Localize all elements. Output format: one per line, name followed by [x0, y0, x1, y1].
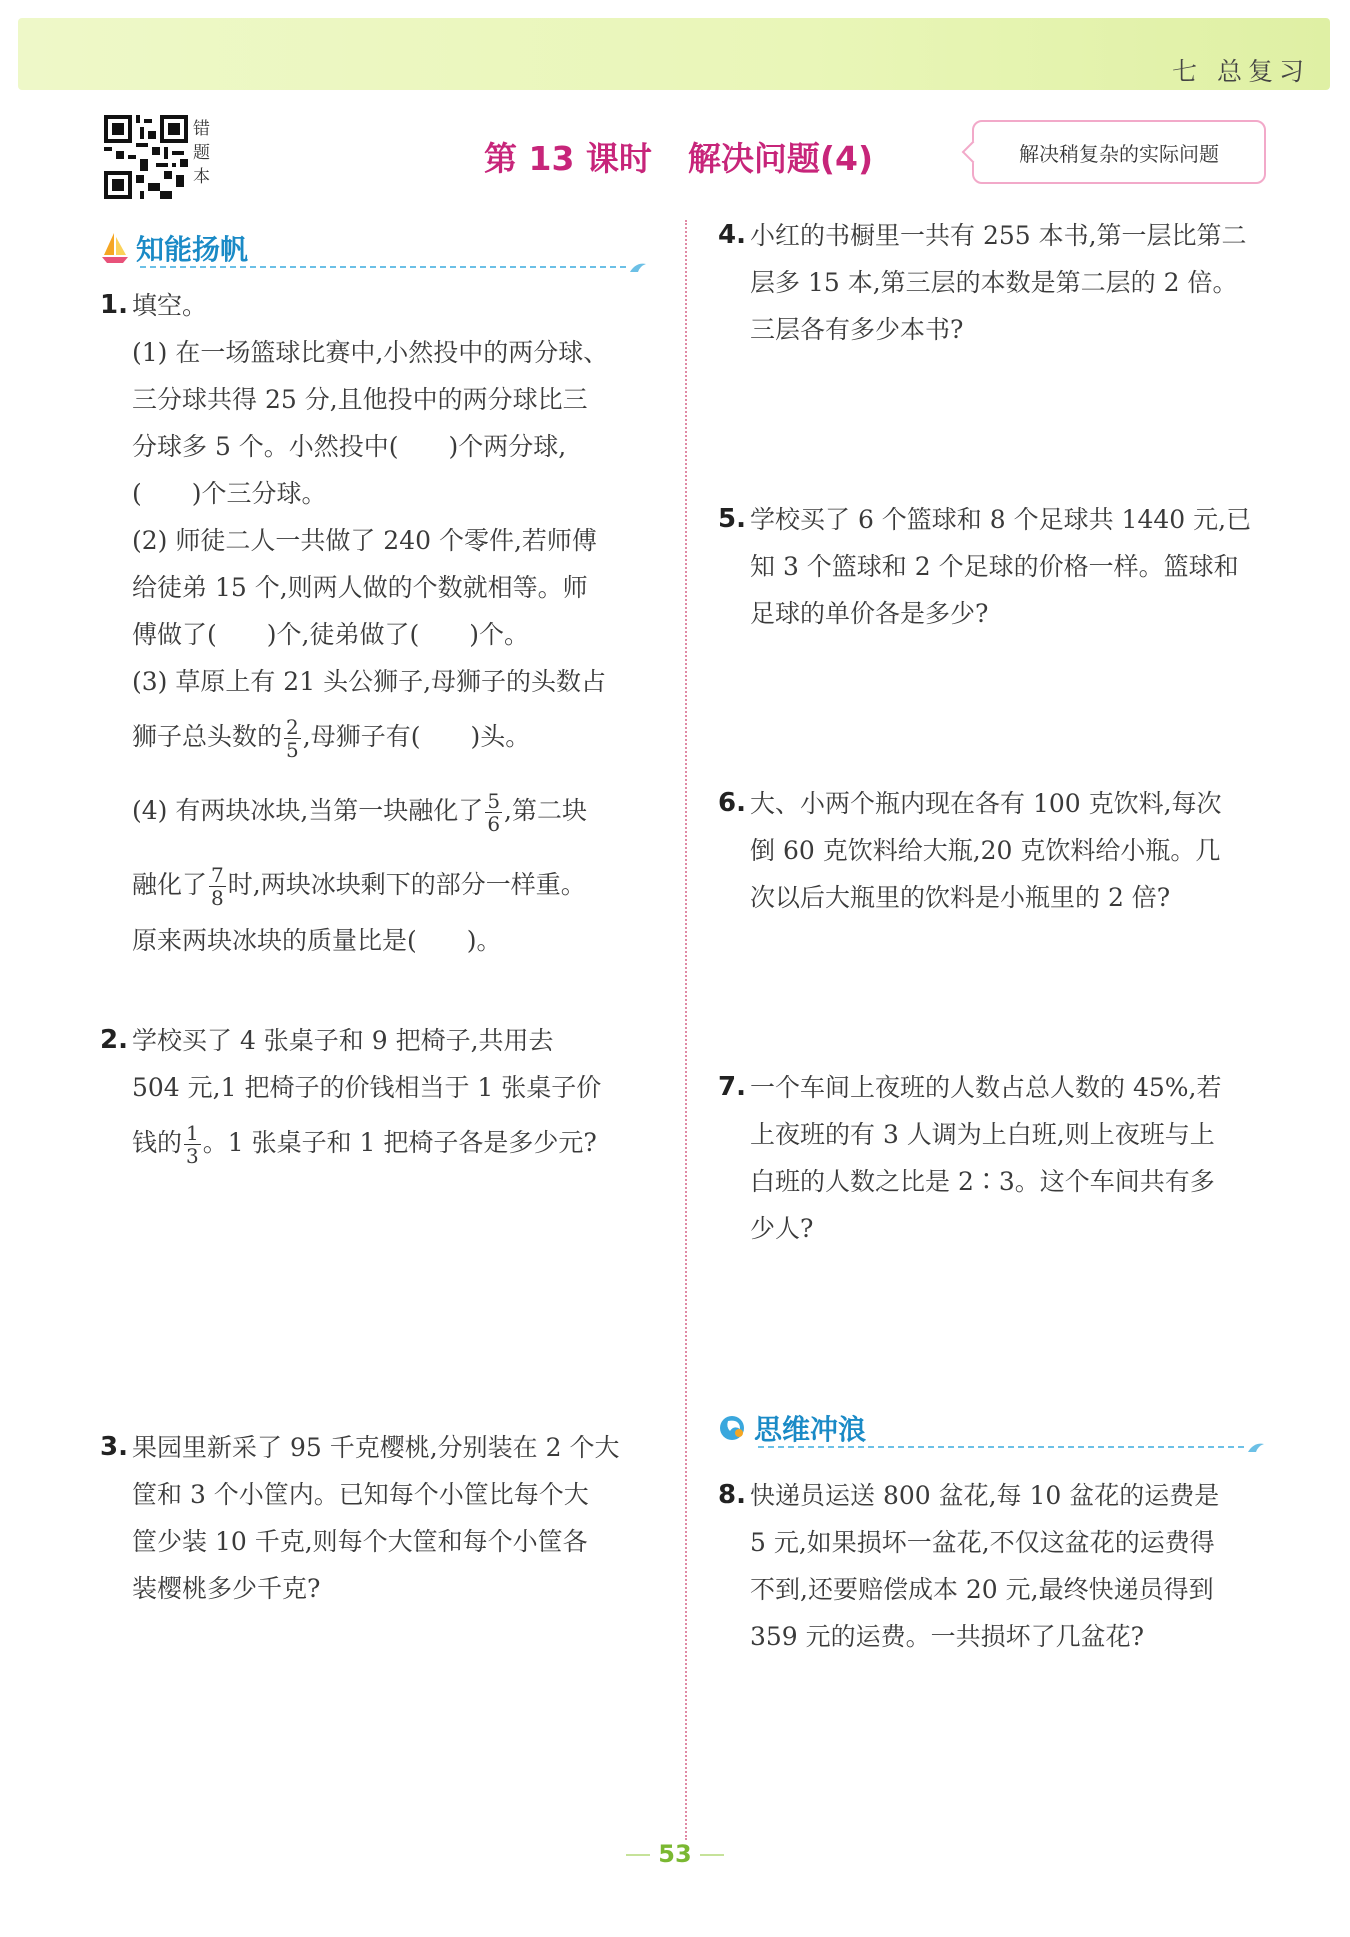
- question-2: [100, 1017, 601, 1175]
- fraction-numerator: 5: [487, 789, 501, 813]
- lesson-title: [484, 133, 873, 180]
- question-7-line: 少人?: [750, 1214, 814, 1243]
- sailboat-icon: [100, 231, 130, 265]
- question-6-number: 6.: [718, 788, 746, 818]
- section-zhineng: [100, 228, 648, 268]
- question-1-number: 1.: [100, 290, 128, 320]
- question-8-number: 8.: [718, 1480, 746, 1510]
- column-divider: [685, 220, 687, 1840]
- question-3: [100, 1424, 619, 1612]
- q1-part4-line: [132, 853, 608, 917]
- page-number-value: 53: [658, 1840, 692, 1868]
- question-8-line: 快递员运送 800 盆花,每 10 盆花的运费是: [750, 1481, 1220, 1510]
- q1-part3-line: (3) 草原上有 21 头公狮子,母狮子的头数占: [132, 667, 607, 696]
- section-siwei: [718, 1408, 1266, 1448]
- qr-label: 错题本: [193, 119, 210, 187]
- question-2-line: [132, 1111, 601, 1175]
- fraction: [184, 1122, 201, 1167]
- question-5-number: 5.: [718, 504, 746, 534]
- surf-wave-icon: [718, 1413, 748, 1443]
- q1-part4-text: (4) 有两块冰块,当第一块融化了: [132, 796, 484, 825]
- question-5-line: 知 3 个篮球和 2 个足球的价格一样。篮球和: [750, 552, 1239, 581]
- question-5: [718, 496, 1251, 637]
- fraction: [485, 790, 502, 835]
- wave-icon: [628, 260, 648, 274]
- q1-part2-line: 给徒弟 15 个,则两人做的个数就相等。师: [132, 573, 588, 602]
- question-2-text: 钱的: [132, 1128, 183, 1157]
- q1-part4-text: 时,两块冰块剩下的部分一样重。: [227, 870, 586, 899]
- question-3-line: 果园里新采了 95 千克樱桃,分别装在 2 个大: [132, 1433, 620, 1462]
- section-zhineng-title: 知能扬帆: [136, 233, 249, 266]
- question-6-line: 倒 60 克饮料给大瓶,20 克饮料给小瓶。几: [750, 836, 1221, 865]
- fraction-denominator: 8: [211, 886, 224, 910]
- question-6: [718, 780, 1222, 921]
- lesson-number: 第 13 课时: [484, 139, 652, 178]
- objective-tag: 解决稍复杂的实际问题: [972, 120, 1266, 184]
- q1-part4-line: 原来两块冰块的质量比是( )。: [132, 926, 502, 955]
- question-7-number: 7.: [718, 1072, 746, 1102]
- question-7-line: 一个车间上夜班的人数占总人数的 45%,若: [750, 1073, 1222, 1102]
- question-2-line: 504 元,1 把椅子的价钱相当于 1 张桌子价: [132, 1073, 602, 1102]
- chapter-label: 七 总复习: [1172, 57, 1310, 86]
- q1-part1-line: 三分球共得 25 分,且他投中的两分球比三: [132, 385, 588, 414]
- question-1-title: 填空。: [132, 291, 208, 320]
- section-siwei-title: 思维冲浪: [754, 1413, 867, 1446]
- question-5-line: 足球的单价各是多少?: [750, 599, 989, 628]
- header-band: [18, 18, 1330, 90]
- q1-part4-text: ,第二块: [504, 796, 587, 825]
- question-3-line: 筐少装 10 千克,则每个大筐和每个小筐各: [132, 1527, 588, 1556]
- question-4: [718, 212, 1247, 353]
- question-3-line: 筐和 3 个小筐内。已知每个小筐比每个大: [132, 1480, 589, 1509]
- q1-part3-text: 狮子总头数的: [132, 722, 283, 751]
- q1-part2-line: (2) 师徒二人一共做了 240 个零件,若师傅: [132, 526, 597, 555]
- q1-part2-line: 傅做了( )个,徒弟做了( )个。: [132, 620, 529, 649]
- question-4-line: 层多 15 本,第三层的本数是第二层的 2 倍。: [750, 268, 1238, 297]
- fraction-denominator: 3: [186, 1144, 199, 1168]
- q1-part1-line: ( )个三分球。: [132, 479, 327, 508]
- fraction-numerator: 2: [286, 715, 299, 739]
- question-1: [100, 282, 608, 964]
- question-3-line: 装樱桃多少千克?: [132, 1574, 321, 1603]
- fraction-denominator: 5: [286, 738, 299, 762]
- question-3-number: 3.: [100, 1432, 128, 1462]
- qr-code-icon[interactable]: [104, 115, 188, 199]
- question-2-number: 2.: [100, 1025, 128, 1055]
- q1-part1-line: 分球多 5 个。小然投中( )个两分球,: [132, 432, 567, 461]
- question-7-line: 白班的人数之比是 2∶3。这个车间共有多: [750, 1167, 1215, 1196]
- lesson-topic: 解决问题(4): [687, 139, 874, 178]
- question-8: [718, 1472, 1219, 1660]
- q1-part3-text: ,母狮子有( )头。: [302, 722, 531, 751]
- q1-part3-line: [132, 705, 608, 769]
- question-8-line: 不到,还要赔偿成本 20 元,最终快递员得到: [750, 1575, 1214, 1604]
- fraction: [209, 864, 226, 909]
- question-6-line: 大、小两个瓶内现在各有 100 克饮料,每次: [750, 789, 1222, 818]
- fraction-numerator: 7: [211, 863, 224, 887]
- question-8-line: 359 元的运费。一共损坏了几盆花?: [750, 1622, 1145, 1651]
- wave-icon: [1246, 1440, 1266, 1454]
- q1-part1-line: (1) 在一场篮球比赛中,小然投中的两分球、: [132, 338, 609, 367]
- question-7: [718, 1064, 1221, 1252]
- question-2-line: 学校买了 4 张桌子和 9 把椅子,共用去: [132, 1026, 554, 1055]
- question-7-line: 上夜班的有 3 人调为上白班,则上夜班与上: [750, 1120, 1215, 1149]
- question-6-line: 次以后大瓶里的饮料是小瓶里的 2 倍?: [750, 883, 1171, 912]
- fraction-denominator: 6: [487, 812, 501, 836]
- question-4-line: 三层各有多少本书?: [750, 315, 964, 344]
- fraction: [284, 716, 301, 761]
- fraction-numerator: 1: [186, 1121, 199, 1145]
- page-number: [0, 1840, 1350, 1868]
- q1-part4-line: [132, 779, 608, 843]
- question-2-text: 。1 张桌子和 1 把椅子各是多少元?: [202, 1128, 597, 1157]
- question-4-line: 小红的书橱里一共有 255 本书,第一层比第二: [750, 221, 1247, 250]
- question-5-line: 学校买了 6 个篮球和 8 个足球共 1440 元,已: [750, 505, 1252, 534]
- q1-part4-text: 融化了: [132, 870, 208, 899]
- question-4-number: 4.: [718, 220, 746, 250]
- question-8-line: 5 元,如果损坏一盆花,不仅这盆花的运费得: [750, 1528, 1215, 1557]
